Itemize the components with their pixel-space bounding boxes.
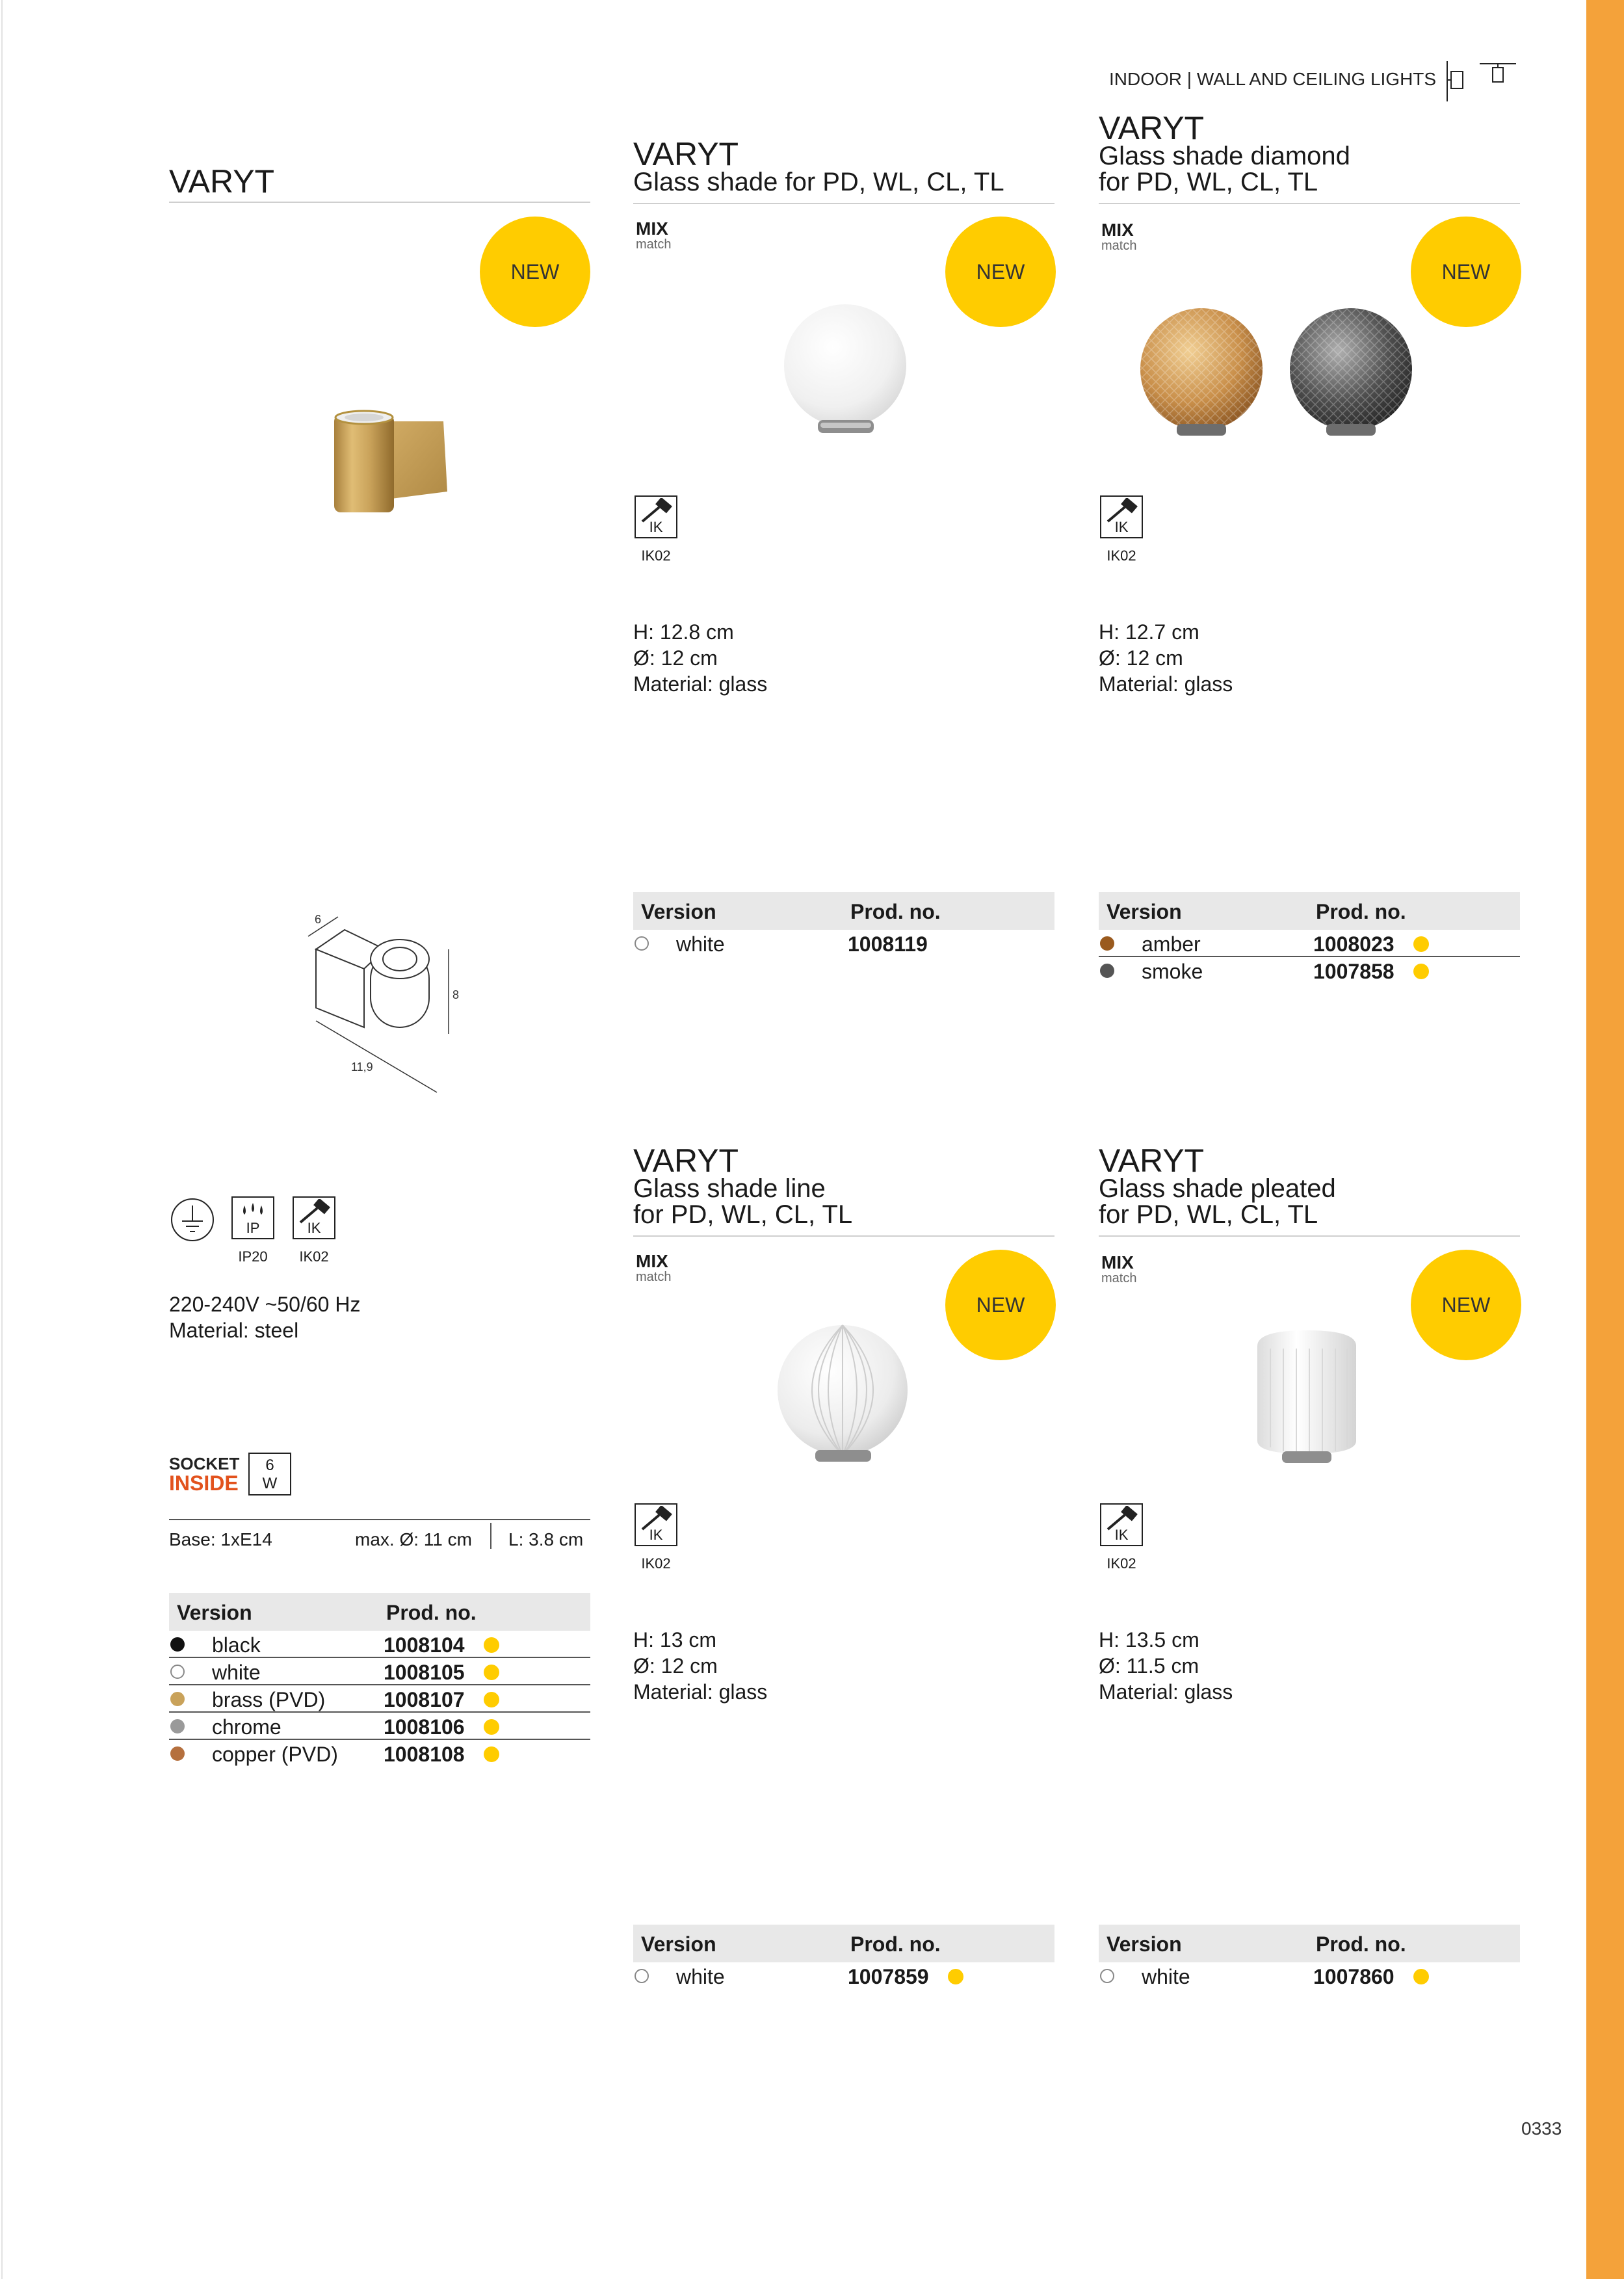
shade4-mix-match [1101, 1254, 1136, 1285]
match-label: match [636, 1270, 672, 1284]
main-specs [169, 1291, 360, 1343]
spec-voltage: 220-240V ~50/60 Hz [169, 1293, 361, 1316]
shade1-ik02-caption: IK02 [641, 547, 671, 564]
shade4-title: VARYT [1099, 1142, 1205, 1179]
shade3-specs [633, 1627, 767, 1705]
dimension-drawing [286, 910, 481, 1109]
shade4-specs [1099, 1627, 1233, 1705]
shade1-subtitle: Glass shade for PD, WL, CL, TL [633, 168, 1004, 196]
table-header [633, 892, 1054, 930]
new-indicator-icon [484, 1746, 499, 1762]
shade2-ik02-caption: IK02 [1107, 547, 1136, 564]
shade1-mix-match [636, 220, 671, 251]
shade4-ik02-caption: IK02 [1107, 1555, 1136, 1572]
watt-unit: W [262, 1475, 278, 1492]
version-row [1099, 930, 1520, 957]
watt-value: 6 [265, 1456, 274, 1474]
socket-line1: SOCKET [169, 1454, 240, 1473]
shade1-diameter: Ø: 12 cm [633, 646, 718, 670]
ip-label: IP [246, 1220, 260, 1236]
shade2-subtitle-line1: Glass shade diamond [1099, 142, 1350, 170]
wall-lamp-image [328, 403, 458, 523]
shade4-divider [1099, 1235, 1520, 1237]
shade4-ik-icon [1100, 1503, 1143, 1546]
version-name: black [212, 1633, 261, 1657]
main-title: VARYT [169, 163, 275, 200]
shade3-height: H: 13 cm [633, 1628, 717, 1652]
new-indicator-icon [484, 1692, 499, 1707]
base-divider [169, 1519, 590, 1520]
dimension-length: 11,9 [351, 1060, 373, 1074]
spec-material: Material: steel [169, 1319, 299, 1342]
product-number: 1008104 [384, 1633, 465, 1657]
prodno-header: Prod. no. [1316, 900, 1406, 923]
color-swatch-icon [170, 1719, 185, 1733]
new-indicator-icon [948, 1969, 963, 1984]
shade2-version-table [1099, 892, 1520, 983]
table-header [1099, 1925, 1520, 1962]
shade3-new-badge: NEW [945, 1250, 1056, 1360]
match-label: match [1101, 1271, 1137, 1285]
version-header: Version [1107, 900, 1182, 923]
new-indicator-icon [484, 1719, 499, 1735]
shade3-ik02-caption: IK02 [641, 1555, 671, 1572]
version-name: brass (PVD) [212, 1688, 326, 1711]
product-number: 1008107 [384, 1688, 465, 1711]
ik-label: IK [307, 1220, 321, 1236]
shade4-ik-label: IK [1114, 1527, 1129, 1543]
shade4-subtitle-line1: Glass shade pleated [1099, 1174, 1336, 1203]
base-row [169, 1529, 590, 1555]
new-badge: NEW [480, 217, 590, 327]
page-number: 0333 [1521, 2118, 1562, 2139]
title-divider [169, 202, 590, 203]
length: L: 3.8 cm [508, 1529, 584, 1549]
shade2-new-badge: NEW [1411, 217, 1521, 327]
accent-stripe [1586, 0, 1624, 2279]
shade1-version-table [633, 892, 1054, 956]
version-name: white [1142, 1965, 1190, 1988]
shade3-image [775, 1320, 911, 1473]
color-swatch-icon [635, 936, 649, 951]
shade2-ik-label: IK [1114, 519, 1129, 535]
version-name: chrome [212, 1715, 282, 1739]
version-name: white [676, 1965, 725, 1988]
shade3-divider [633, 1235, 1054, 1237]
shade4-material: Material: glass [1099, 1680, 1233, 1704]
version-name: smoke [1142, 960, 1203, 983]
shade1-specs [633, 619, 767, 697]
prodno-header: Prod. no. [850, 1932, 941, 1956]
product-number: 1008106 [384, 1715, 465, 1739]
shade2-ik-icon [1100, 495, 1143, 538]
left-margin-line [1, 0, 3, 2279]
color-swatch-icon [170, 1637, 185, 1652]
match-label: match [1101, 239, 1137, 253]
base-separator [490, 1523, 491, 1549]
shade1-new-badge: NEW [945, 217, 1056, 327]
table-header [1099, 892, 1520, 930]
version-name: white [676, 932, 725, 956]
version-row [169, 1713, 590, 1740]
socket-line2: INSIDE [169, 1471, 239, 1495]
shade4-height: H: 13.5 cm [1099, 1628, 1199, 1652]
color-swatch-icon [635, 1969, 649, 1983]
table-header [633, 1925, 1054, 1962]
color-swatch-icon [1100, 964, 1114, 978]
product-number: 1008105 [384, 1661, 465, 1684]
shade2-mix-match [1101, 221, 1136, 252]
shade1-image [778, 300, 914, 447]
shade3-version-table [633, 1925, 1054, 1988]
color-swatch-icon [1100, 936, 1114, 951]
shade2-subtitle-line2: for PD, WL, CL, TL [1099, 168, 1318, 196]
product-number: 1008023 [1313, 932, 1395, 956]
version-row [1099, 957, 1520, 983]
shade2-image [1138, 304, 1424, 451]
shade2-title: VARYT [1099, 110, 1205, 146]
shade1-ik-icon [635, 495, 677, 538]
shade3-title: VARYT [633, 1142, 739, 1179]
socket-inside-logo [169, 1454, 239, 1493]
shade1-height: H: 12.8 cm [633, 620, 734, 644]
shade3-ik-icon [635, 1503, 677, 1546]
version-name: white [212, 1661, 261, 1684]
shade4-version-table [1099, 1925, 1520, 1988]
prodno-header: Prod. no. [1316, 1932, 1406, 1956]
shade1-material: Material: glass [633, 672, 768, 696]
ik-rating-icon [293, 1196, 335, 1239]
ik02-caption: IK02 [299, 1248, 329, 1265]
version-name: amber [1142, 932, 1201, 956]
shade4-new-badge: NEW [1411, 1250, 1521, 1360]
mix-label: MIX [1101, 1252, 1134, 1272]
version-row [169, 1631, 590, 1658]
version-header: Version [641, 1932, 716, 1956]
product-number: 1008108 [384, 1743, 465, 1766]
wall-ceiling-icon [1443, 59, 1521, 107]
shade3-subtitle-line1: Glass shade line [633, 1174, 826, 1203]
color-swatch-icon [170, 1746, 185, 1761]
shade4-diameter: Ø: 11.5 cm [1099, 1654, 1199, 1678]
dimension-depth: 6 [315, 913, 322, 926]
version-row [633, 1962, 1054, 1988]
prodno-header: Prod. no. [386, 1601, 477, 1624]
color-swatch-icon [170, 1665, 185, 1679]
new-indicator-icon [1413, 964, 1429, 979]
shade3-diameter: Ø: 12 cm [633, 1654, 718, 1678]
new-indicator-icon [1413, 936, 1429, 952]
shade2-material: Material: glass [1099, 672, 1233, 696]
base-type: Base: 1xE14 [169, 1529, 272, 1549]
version-header: Version [177, 1601, 252, 1624]
product-number: 1007859 [848, 1965, 929, 1988]
protection-class-icon [169, 1196, 216, 1246]
new-indicator-icon [1413, 1969, 1429, 1984]
shade2-diameter: Ø: 12 cm [1099, 646, 1183, 670]
prodno-header: Prod. no. [850, 900, 941, 923]
max-diameter: max. Ø: 11 cm [355, 1529, 472, 1549]
version-row [169, 1740, 590, 1766]
version-header: Version [641, 900, 716, 923]
match-label: match [636, 237, 672, 252]
version-row [169, 1658, 590, 1685]
shade3-material: Material: glass [633, 1680, 768, 1704]
mix-label: MIX [636, 1251, 668, 1271]
version-header: Version [1107, 1932, 1182, 1956]
version-row [169, 1685, 590, 1713]
shade3-subtitle-line2: for PD, WL, CL, TL [633, 1200, 853, 1229]
wattage-box [248, 1453, 291, 1495]
ip20-caption: IP20 [238, 1248, 268, 1265]
main-version-table [169, 1593, 590, 1766]
shade1-ik-label: IK [649, 519, 663, 535]
shade2-divider [1099, 203, 1520, 204]
product-number: 1007858 [1313, 960, 1395, 983]
product-number: 1008119 [848, 932, 928, 956]
version-name: copper (PVD) [212, 1743, 338, 1766]
dimension-height: 8 [452, 988, 460, 1001]
version-row [1099, 1962, 1520, 1988]
ip-rating-icon [231, 1196, 274, 1239]
new-indicator-icon [484, 1665, 499, 1680]
color-swatch-icon [1100, 1969, 1114, 1983]
table-header [169, 1593, 590, 1631]
mix-label: MIX [1101, 220, 1134, 240]
category-header: INDOOR | WALL AND CEILING LIGHTS [1109, 69, 1437, 89]
shade3-ik-label: IK [649, 1527, 663, 1543]
shade4-image [1248, 1326, 1365, 1473]
mix-label: MIX [636, 218, 668, 239]
shade4-subtitle-line2: for PD, WL, CL, TL [1099, 1200, 1318, 1229]
color-swatch-icon [170, 1692, 185, 1706]
shade1-title: VARYT [633, 136, 739, 172]
new-indicator-icon [484, 1637, 499, 1653]
shade2-specs [1099, 619, 1233, 697]
version-row [633, 930, 1054, 956]
shade3-mix-match [636, 1252, 671, 1284]
product-number: 1007860 [1313, 1965, 1395, 1988]
shade2-height: H: 12.7 cm [1099, 620, 1199, 644]
shade1-divider [633, 203, 1054, 204]
